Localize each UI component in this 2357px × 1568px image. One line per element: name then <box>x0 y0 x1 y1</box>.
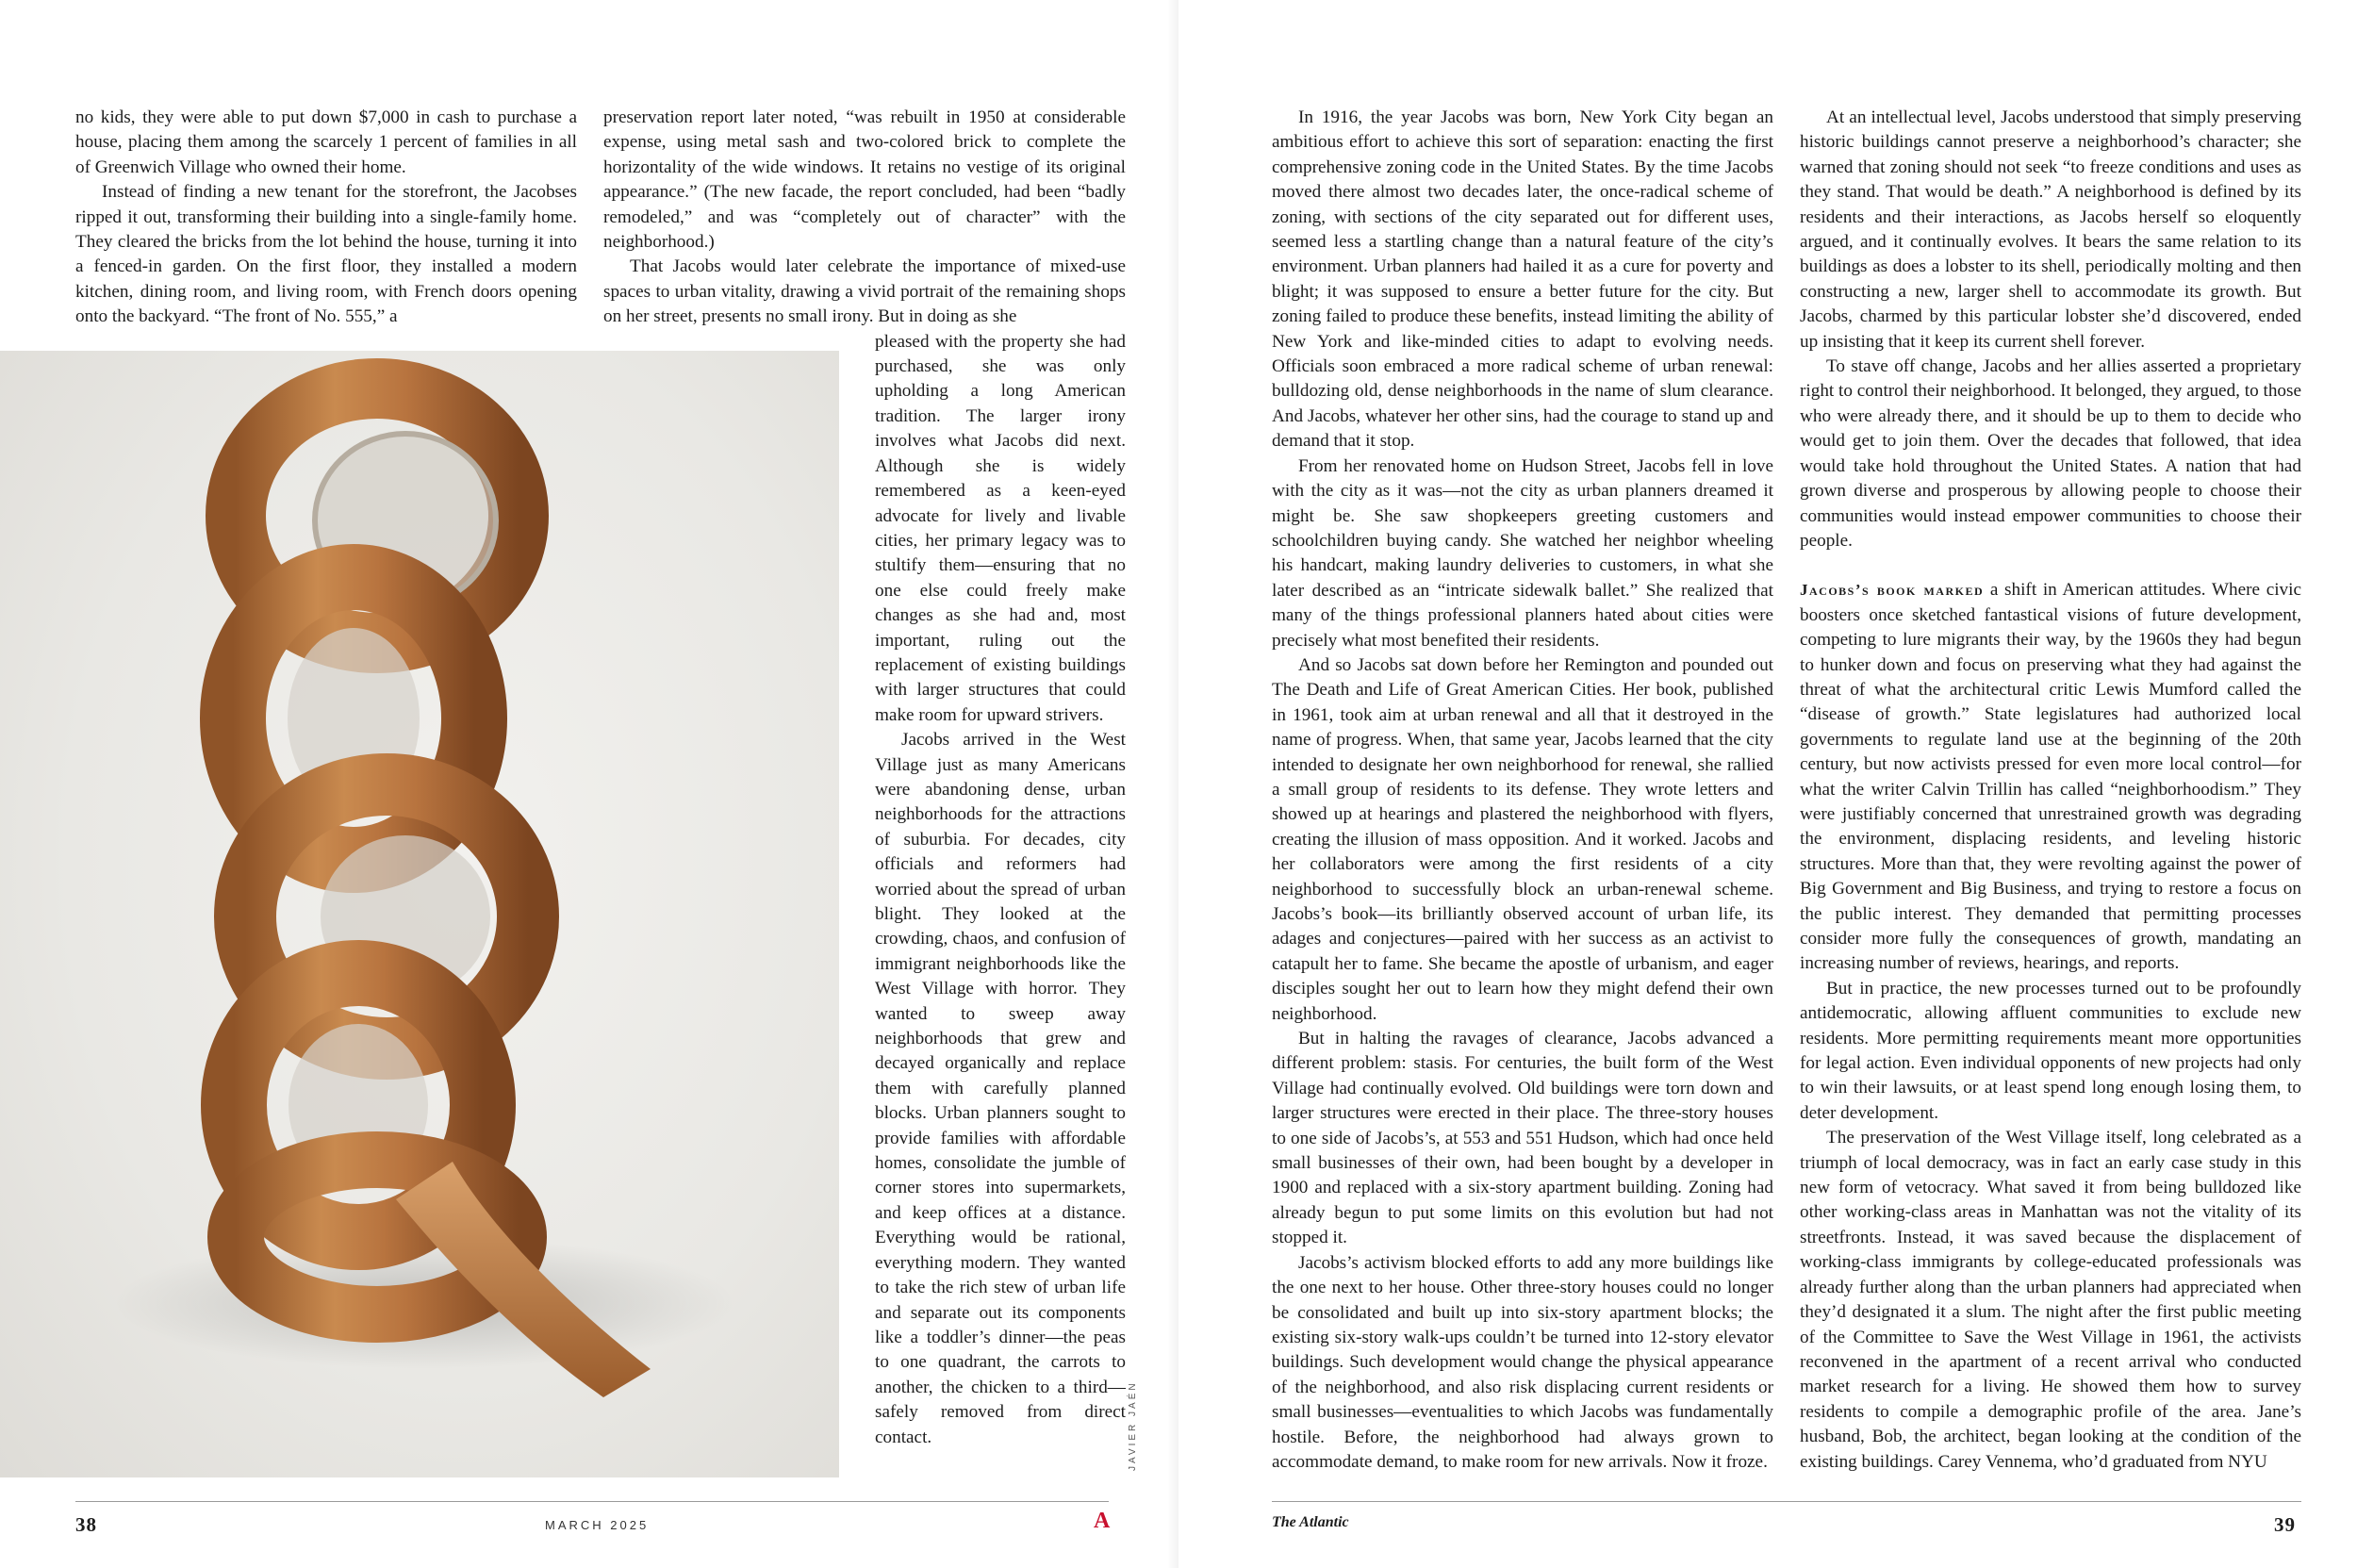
right-page <box>1178 0 2357 1568</box>
atlantic-logo: A <box>1094 1509 1111 1533</box>
page-number: 38 <box>75 1513 97 1536</box>
paragraph: But in halting the ravages of clearance, Jacobs advanced a different problem: stasis. For centuries, the built form of the West Village had continually evolved. Old buildings were torn down and larger structures were erected in their place. The three-story houses to one side of Jacobs’s, at 553 and 551 Hudson, which had once held small businesses of their own, had been bought by a developer in 1900 and replaced with a six-story apartment building. Zoning had already begun to put some limits on this evolution but had not stopped it. <box>1272 1029 1773 1248</box>
paragraph: At an intellectual level, Jacobs understood that simply preserving historic buildings cannot preserve a neighborhood’s character; she warned that zoning should not seek “to freeze conditions and uses as they stand. That would be death.” A neighborhood is defined by its residents and their interactions, as Jacobs herself so eloquently argued, and it continually evolves. It bears the same relation to its buildings as does a lobster to its shell, periodically molting and then constructing a new, larger shell to accommodate its growth. But Jacobs, charmed by this particular lobster she’d discovered, ended up insisting that it keep its current shell forever. <box>1800 107 2301 352</box>
left-page <box>0 0 1178 1568</box>
photo-credit: JAVIER JAÉN <box>1128 1380 1138 1471</box>
section-lead-in: Jacobs’s book marked <box>1800 581 1985 600</box>
paragraph: preservation report later noted, “was rebuilt in 1950 at considerable expense, using metal sash and two-colored brick to complete the horizontality of the wide windows. It retains no vestige of its original appearance.” (The new facade, the report concluded, had been “badly remodeled,” and was “completely out of character” with the neighborhood.) <box>603 107 1126 253</box>
paragraph: no kids, they were able to put down $7,000 in cash to purchase a house, placing them among the scarcely 1 percent of families in all of Greenwich Village who owned their home. <box>75 107 577 177</box>
paragraph: Jacobs arrived in the West Village just as many Americans were abandoning dense, urban neighborhoods for the attractions of suburbia. For decades, city officials and reformers had worried about the spread of urban blight. They looked at the crowding, chaos, and confusion of immigrant neighborhoods like the West Village with horror. They wanted to sweep away neighborhoods that grew and decayed organically and replace them with carefully planned blocks. Urban planners sought to provide families with affordable homes, consolidate the jumble of corner stores into supermarkets, and keep offices at a distance. Everything would be rational, everything modern. They wanted to take the rich stew of urban life and separate out its components like a toddler’s dinner—the peas to one quadrant, the carrots to another, the chicken to a third—safely removed from direct contact. <box>875 730 1126 1447</box>
paragraph: In 1916, the year Jacobs was born, New York City began an ambitious effort to achieve this sort of separation: enacting the first comprehensive zoning code in the United States. By the time Jacobs moved there almost two decades later, the once-radical scheme of zoning, with sections of the city separated out for different uses, seemed less a startling change than a natural feature of the city’s environment. Urban planners had hailed it as a cure for poverty and blight; it was supposed to ensure a better future for the city. But zoning failed to produce these benefits, instead limiting the ability of New York and like-minded cities to adapt to evolving needs. Officials soon embraced a more radical scheme of urban renewal: bulldozing old, dense neighborhoods in the name of slum clearance. And Jacobs, whatever her other sins, had the courage to stand up and demand that it stop. <box>1272 107 1773 452</box>
magazine-name: The Atlantic <box>1272 1514 1349 1530</box>
paragraph: And so Jacobs sat down before her Remington and pounded out The Death and Life of Great American Cities. Her book, published in 1961, took aim at urban renewal and all that it destroyed in the name of progress. When, that same year, Jacobs learned that the city intended to designate her own neighborhood for renewal, she rallied a small group of residents to its defense. They wrote letters and showed up at hearings and plastered the neighborhood with flyers, creating the illusion of mass opposition. And it worked. Jacobs and her collaborators were among the first residents of a city neighborhood to successfully block an urban-renewal scheme. Jacobs’s book—its brilliantly observed account of urban life, its adages and conjectures—paired with her success as an activist to catapult her to fame. She became the apostle of urbanism, and eager disciples sought her out to learn how they might defend their own neighborhood. <box>1272 654 1773 1024</box>
left-column-1 <box>75 106 577 330</box>
paragraph: pleased with the property she had purchased, she was only upholding a long American tradition. The larger irony involves what Jacobs did next. Although she is widely remembered as a keen-eyed advocate for lively and livable cities, her primary legacy was to stultify them—ensuring that no one else could freely make changes as she had and, most important, ruling out the replacement of existing buildings with larger structures that could make room for upward strivers. <box>875 331 1126 725</box>
page-number: 39 <box>2274 1513 2296 1536</box>
tape-chain-photo <box>0 351 839 1477</box>
paragraph: To stave off change, Jacobs and her allies asserted a proprietary right to control their neighborhood. It belonged, they argued, to those who were already there, and it should be up to them to decide who would get to join them. Over the decades that followed, that idea would take hold throughout the United States. A nation that had grown diverse and prosperous by allowing people to choose their communities would instead empower communities to choose their people. <box>1800 356 2301 551</box>
narrow-text-block <box>875 330 1126 1450</box>
paragraph: The preservation of the West Village itself, long celebrated as a triumph of local democracy, was in fact an early case study in this new form of vetocracy. What saved it from being bulldozed like other working-class areas in Manhattan was not the vitality of its streetfronts. Instead, it was saved because the displacement of working-class immigrants by college-educated professionals was already further along than the urban planners had appreciated when they’d designated it a slum. The night after the first public meeting of the Committee to Save the West Village in 1961, the activists reconvened in the apartment of a recent arrival who conducted market research for a living. He showed them how to survey residents to compile a demographic profile of the area. Jane’s husband, Bob, the architect, began looking at the condition of the existing buildings. Carey Vennema, who’d graduated from NYU <box>1800 1128 2301 1472</box>
right-column-1 <box>1272 106 1773 1475</box>
footer-rule <box>1272 1501 2301 1502</box>
running-head: MARCH 2025 <box>545 1518 650 1532</box>
paragraph: That Jacobs would later celebrate the importance of mixed-use spaces to urban vitality, drawing a vivid portrait of the remaining shops on her street, presents no small irony. But in doing as she <box>603 256 1126 327</box>
paragraph-text: a shift in American attitudes. Where civic boosters once sketched fantastical visions of future development, competing to lure migrants their way, by the 1960s they had begun to hunker down and focus on preserving what they had against the threat of what the architectural critic Lewis Mumford called the “disease of growth.” State legislatures had authorized local governments to regulate land use at the beginning of the 20th century, but now activists pressed for even more local control—for what the writer Calvin Trillin has called “neighborhoodism.” They were justifiably concerned that unrestrained growth was degrading the environment, displacing residents, and leveling historic structures. More than that, they were revolting against the power of Big Government and Big Business, and trying to restore a focus on the public interest. They demanded that permitting processes consider more fully the consequences of growth, mandating an increasing number of reviews, hearings, and reports. <box>1800 580 2301 974</box>
footer-rule <box>75 1501 1109 1502</box>
section-paragraph <box>1800 578 2301 977</box>
right-column-2 <box>1800 106 2301 1475</box>
tape-chain-illustration <box>0 351 839 1477</box>
paragraph: Jacobs’s activism blocked efforts to add any more buildings like the one next to her house. Other three-story houses could no longer be consolidated and built up into six-story apartment blocks; the existing six-story walk-ups couldn’t be turned into 12-story elevator buildings. Such development would change the physical appearance of the neighborhood, and also risk displacing current residents or small businesses—eventualities to which Jacobs was fundamentally hostile. Before, the neighborhood had always grown to accommodate demand, to make room for new arrivals. Now it froze. <box>1272 1252 1773 1472</box>
paragraph: From her renovated home on Hudson Street, Jacobs fell in love with the city as it was—not the city as urban planners dreamed it might be. She saw shopkeepers greeting customers and schoolchildren buying candy. She watched her neighbor wheeling his handcart, making laundry deliveries to customers, in what she later described as an “intricate sidewalk ballet.” She realized that many of the things professional planners hated about cities were precisely what most benefited their residents. <box>1272 455 1773 651</box>
paragraph: Instead of finding a new tenant for the storefront, the Jacobses ripped it out, transforming their building into a single-family home. They cleared the bricks from the lot behind the house, turning it into a fenced-in garden. On the first floor, they installed a modern kitchen, dining room, and living room, with French doors opening onto the backyard. “The front of No. 555,” a <box>75 182 577 327</box>
paragraph: But in practice, the new processes turned out to be profoundly antidemocratic, allowing affluent communities to exclude new residents. More permitting requirements meant more opportunities for legal action. Even individual opponents of new projects had only to win their lawsuits, or at least spend long enough losing them, to deter development. <box>1800 978 2301 1123</box>
